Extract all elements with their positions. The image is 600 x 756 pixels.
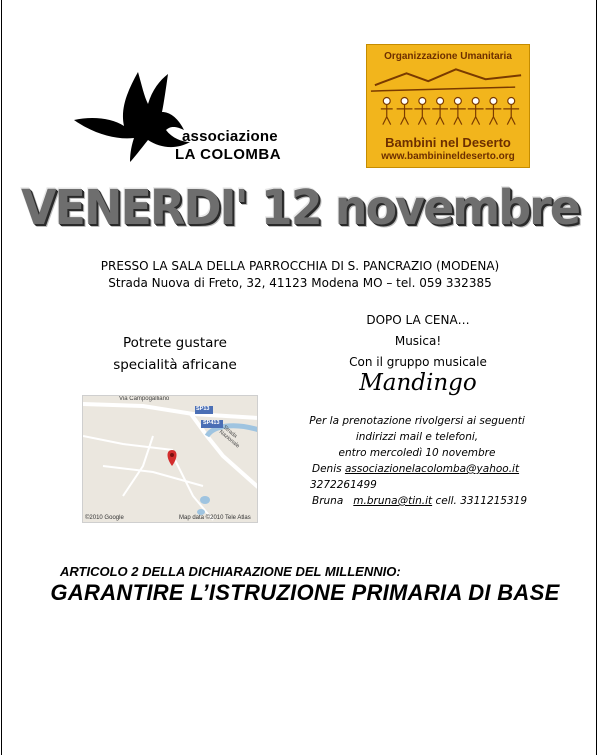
map-badge-2: SP413 — [203, 420, 220, 426]
millennium-article-label: ARTICOLO 2 DELLA DICHIARAZIONE DEL MILLENNIO: — [60, 564, 401, 579]
map-road-label-1: Via Campogalliano — [119, 396, 170, 402]
booking-deadline: entro mercoledì 10 novembre — [338, 447, 496, 459]
bnd-name: Bambini nel Deserto — [385, 135, 511, 150]
map-drawing — [83, 396, 258, 523]
after-dinner-line2: Musica! — [394, 334, 442, 348]
contact-bruna-phone: cell. 3311215319 — [435, 495, 528, 507]
location-map — [82, 395, 258, 523]
contact-denis — [292, 461, 542, 477]
assoc-name-line1: associazione — [182, 128, 278, 145]
contact-denis-email-link[interactable]: associazionelacolomba@yahoo.it — [344, 463, 520, 475]
booking-line1: Per la prenotazione rivolgersi ai seguenti — [309, 415, 525, 427]
map-badge-1: SP13 — [196, 406, 210, 412]
food-note-line2: specialità africane — [113, 357, 237, 373]
desert-children-icon — [367, 63, 529, 131]
contact-bruna — [292, 493, 542, 509]
venue-info — [0, 258, 600, 292]
food-note-line1: Potrete gustare — [123, 335, 227, 351]
contact-bruna-label: Bruna — [312, 495, 344, 507]
assoc-name-line2: LA COLOMBA — [175, 146, 282, 163]
dove-logo-icon — [72, 68, 192, 163]
after-dinner-line3: Con il gruppo musicale — [349, 355, 487, 369]
event-date-headline: VENERDI' 12 novembre — [20, 178, 580, 236]
venue-line2: Strada Nuova di Freto, 32, 41123 Modena MO – tel. 059 332385 — [108, 276, 492, 290]
bambini-nel-deserto-logo — [366, 44, 530, 168]
booking-info — [292, 413, 542, 509]
after-dinner-info — [318, 310, 518, 373]
contact-denis-label: Denis — [312, 463, 342, 475]
food-note — [90, 332, 260, 376]
booking-line2: indirizzi mail e telefoni, — [355, 431, 479, 443]
bnd-url: www.bambinineldeserto.org — [381, 151, 515, 162]
millennium-goal: GARANTIRE L’ISTRUZIONE PRIMARIA DI BASE — [50, 580, 560, 605]
map-road-label-2: Strada Nazionale — [217, 424, 241, 450]
band-name: Mandingo — [359, 370, 477, 396]
after-dinner-line1: DOPO LA CENA… — [366, 313, 470, 327]
map-copyright-right: Map data ©2010 Tele Atlas — [179, 515, 251, 521]
map-copyright-left: ©2010 Google — [85, 515, 124, 521]
venue-line1: PRESSO LA SALA DELLA PARROCCHIA DI S. PANCRAZIO (MODENA) — [100, 259, 500, 273]
contact-bruna-email-link[interactable]: m.bruna@tin.it — [353, 495, 433, 507]
contact-denis-phone: 3272261499 — [310, 479, 377, 491]
bnd-org-type: Organizzazione Umanitaria — [384, 51, 512, 62]
